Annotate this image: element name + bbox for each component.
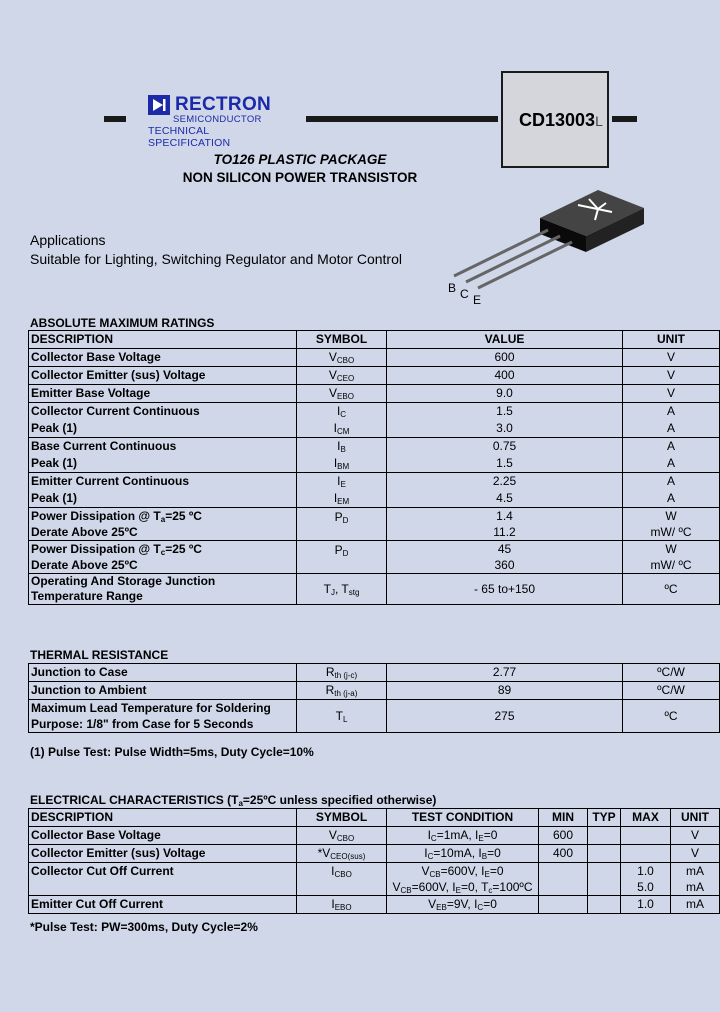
part-number: CD13003L bbox=[519, 110, 603, 130]
row-unit: A bbox=[623, 490, 720, 508]
row-symbol: $V_{CBO}$ bbox=[297, 827, 387, 845]
device-title: NON SILICON POWER TRANSISTOR bbox=[182, 170, 418, 185]
row-value: 9.0 bbox=[387, 385, 623, 403]
row-min: 400 bbox=[539, 845, 588, 863]
row-symbol: $T_J$, $T_{stg}$ bbox=[297, 574, 387, 605]
col-unit: UNIT bbox=[671, 809, 720, 827]
row-max: 1.0 5.0 bbox=[621, 863, 671, 896]
applications-text: Suitable for Lighting, Switching Regulator and Motor Control bbox=[30, 251, 402, 267]
row-value: 0.75 bbox=[387, 438, 623, 456]
row-symbol: $I_{CBO}$ bbox=[297, 863, 387, 896]
row-symbol: $I_C$ bbox=[297, 403, 387, 421]
row-description: Power Dissipation @ $T_a=25$ ºC Derate Above 25ºC bbox=[29, 508, 297, 541]
table-row bbox=[29, 473, 720, 491]
table-row bbox=[29, 438, 720, 456]
pin-label-b: B bbox=[448, 281, 457, 295]
pin-label-c: C bbox=[460, 287, 469, 301]
row-symbol: $*V_{CEO(sus)}$ bbox=[297, 845, 387, 863]
row-description: Emitter Current Continuous bbox=[29, 473, 297, 491]
col-max: MAX bbox=[621, 809, 671, 827]
col-value: VALUE bbox=[387, 331, 623, 349]
thermal-title: THERMAL RESISTANCE bbox=[30, 648, 169, 662]
header-rule-left bbox=[104, 116, 126, 122]
table-row bbox=[29, 367, 720, 385]
to126-package-illustration bbox=[448, 190, 648, 315]
row-description: Junction to Case bbox=[29, 664, 297, 682]
row-symbol: $I_E$ bbox=[297, 473, 387, 491]
pulse-test-footnote: *Pulse Test: PW=300ms, Duty Cycle=2% bbox=[30, 920, 258, 934]
row-value: 89 bbox=[387, 682, 623, 700]
row-min: 600 bbox=[539, 827, 588, 845]
row-description: Collector Base Voltage bbox=[29, 827, 297, 845]
table-row bbox=[29, 403, 720, 421]
package-title: TO126 PLASTIC PACKAGE bbox=[213, 152, 387, 167]
row-description: Peak (1) bbox=[29, 490, 297, 508]
row-value: 1.5 bbox=[387, 455, 623, 473]
table-header-row bbox=[29, 331, 720, 349]
pin-label-e: E bbox=[473, 293, 482, 307]
row-unit: V bbox=[671, 845, 720, 863]
header-rule-right bbox=[612, 116, 637, 122]
row-value: 1.5 bbox=[387, 403, 623, 421]
row-value: 275 bbox=[387, 700, 623, 733]
table-row bbox=[29, 896, 720, 914]
table-row bbox=[29, 420, 720, 438]
row-unit: ºC bbox=[623, 574, 720, 605]
row-test-condition: $V_{EB}=9V$, $I_C=0$ bbox=[387, 896, 539, 914]
row-test-condition: $V_{CB}=600V$, $I_E=0$ $V_{CB}=600V$, $I_E=0$, $T_c=100ºC$ bbox=[387, 863, 539, 896]
col-test-condition: TEST CONDITION bbox=[387, 809, 539, 827]
row-typ bbox=[588, 845, 621, 863]
row-value: 3.0 bbox=[387, 420, 623, 438]
table-row bbox=[29, 664, 720, 682]
brand-logo bbox=[148, 95, 294, 149]
col-symbol: SYMBOL bbox=[297, 809, 387, 827]
row-description: Collector Emitter (sus) Voltage bbox=[29, 367, 297, 385]
electrical-table bbox=[28, 808, 720, 914]
row-symbol: $R_{th (j-a)}$ bbox=[297, 682, 387, 700]
table-header-row bbox=[29, 809, 720, 827]
col-description: DESCRIPTION bbox=[29, 331, 297, 349]
row-symbol: $V_{CEO}$ bbox=[297, 367, 387, 385]
row-unit: V bbox=[623, 385, 720, 403]
row-value: 400 bbox=[387, 367, 623, 385]
row-unit: W mW/ ºC bbox=[623, 508, 720, 541]
table-row bbox=[29, 455, 720, 473]
electrical-title: ELECTRICAL CHARACTERISTICS ($T_a=25ºC$ unless specified otherwise) bbox=[30, 793, 437, 808]
row-unit: A bbox=[623, 473, 720, 491]
table-row bbox=[29, 385, 720, 403]
pulse-test-note: (1) Pulse Test: Pulse Width=5ms, Duty Cycle=10% bbox=[30, 745, 314, 759]
row-description: Emitter Cut Off Current bbox=[29, 896, 297, 914]
thermal-table bbox=[28, 663, 720, 733]
row-min bbox=[539, 896, 588, 914]
row-typ bbox=[588, 863, 621, 896]
row-value: 45 360 bbox=[387, 541, 623, 574]
col-symbol: SYMBOL bbox=[297, 331, 387, 349]
row-description: Collector Base Voltage bbox=[29, 349, 297, 367]
row-unit: W mW/ ºC bbox=[623, 541, 720, 574]
row-description: Collector Emitter (sus) Voltage bbox=[29, 845, 297, 863]
part-suffix: L bbox=[595, 113, 603, 129]
table-row bbox=[29, 863, 720, 896]
row-value: 2.25 bbox=[387, 473, 623, 491]
row-symbol: $I_B$ bbox=[297, 438, 387, 456]
row-symbol: $R_{th (j-c)}$ bbox=[297, 664, 387, 682]
row-max bbox=[621, 827, 671, 845]
brand-subtitle: SEMICONDUCTOR bbox=[173, 114, 262, 125]
row-description: Power Dissipation @ $T_c=25$ ºC Derate Above 25ºC bbox=[29, 541, 297, 574]
col-typ: TYP bbox=[588, 809, 621, 827]
row-symbol: $I_{EM}$ bbox=[297, 490, 387, 508]
row-description: Peak (1) bbox=[29, 420, 297, 438]
row-unit: V bbox=[623, 367, 720, 385]
part-number-box bbox=[501, 71, 609, 168]
row-value: 600 bbox=[387, 349, 623, 367]
col-min: MIN bbox=[539, 809, 588, 827]
table-row bbox=[29, 490, 720, 508]
row-symbol: $I_{EBO}$ bbox=[297, 896, 387, 914]
row-unit: mA bbox=[671, 896, 720, 914]
table-row bbox=[29, 574, 720, 605]
table-row bbox=[29, 682, 720, 700]
row-symbol: $V_{CBO}$ bbox=[297, 349, 387, 367]
row-value: - 65 to+150 bbox=[387, 574, 623, 605]
row-description: Maximum Lead Temperature for Soldering Purpose: 1/8" from Case for 5 Seconds bbox=[29, 700, 297, 733]
table-row bbox=[29, 541, 720, 574]
abs-max-table bbox=[28, 330, 720, 605]
row-description: Emitter Base Voltage bbox=[29, 385, 297, 403]
row-test-condition: $I_C=10mA$, $I_B=0$ bbox=[387, 845, 539, 863]
row-value: 1.4 11.2 bbox=[387, 508, 623, 541]
row-unit: V bbox=[623, 349, 720, 367]
table-row bbox=[29, 845, 720, 863]
col-description: DESCRIPTION bbox=[29, 809, 297, 827]
table-row bbox=[29, 349, 720, 367]
header-rule-middle bbox=[306, 116, 498, 122]
row-symbol: $P_D$ bbox=[297, 541, 387, 574]
col-unit: UNIT bbox=[623, 331, 720, 349]
row-unit: A bbox=[623, 420, 720, 438]
row-test-condition: $I_C=1mA$, $I_E=0$ bbox=[387, 827, 539, 845]
row-unit: mA mA bbox=[671, 863, 720, 896]
row-unit: A bbox=[623, 438, 720, 456]
row-symbol: $P_D$ bbox=[297, 508, 387, 541]
row-value: 4.5 bbox=[387, 490, 623, 508]
row-unit: ºC/W bbox=[623, 682, 720, 700]
row-symbol: $I_{BM}$ bbox=[297, 455, 387, 473]
row-description: Operating And Storage Junction Temperature Range bbox=[29, 574, 297, 605]
row-description: Junction to Ambient bbox=[29, 682, 297, 700]
row-typ bbox=[588, 827, 621, 845]
row-description: Peak (1) bbox=[29, 455, 297, 473]
applications-heading: Applications bbox=[30, 232, 106, 248]
row-typ bbox=[588, 896, 621, 914]
row-symbol: $T_L$ bbox=[297, 700, 387, 733]
row-description: Collector Current Continuous bbox=[29, 403, 297, 421]
table-row bbox=[29, 700, 720, 733]
row-description: Collector Cut Off Current bbox=[29, 863, 297, 896]
row-unit: A bbox=[623, 403, 720, 421]
row-unit: ºC bbox=[623, 700, 720, 733]
row-max bbox=[621, 845, 671, 863]
row-unit: V bbox=[671, 827, 720, 845]
rectron-logo-icon bbox=[148, 95, 170, 115]
row-unit: A bbox=[623, 455, 720, 473]
row-min bbox=[539, 863, 588, 896]
row-unit: ºC/W bbox=[623, 664, 720, 682]
abs-max-title: ABSOLUTE MAXIMUM RATINGS bbox=[30, 316, 215, 330]
table-row bbox=[29, 827, 720, 845]
brand-spec-line: TECHNICAL SPECIFICATION bbox=[148, 125, 231, 149]
brand-name: RECTRON bbox=[175, 94, 272, 115]
row-max: 1.0 bbox=[621, 896, 671, 914]
row-description: Base Current Continuous bbox=[29, 438, 297, 456]
row-symbol: $V_{EBO}$ bbox=[297, 385, 387, 403]
row-value: 2.77 bbox=[387, 664, 623, 682]
table-row bbox=[29, 508, 720, 541]
row-symbol: $I_{CM}$ bbox=[297, 420, 387, 438]
